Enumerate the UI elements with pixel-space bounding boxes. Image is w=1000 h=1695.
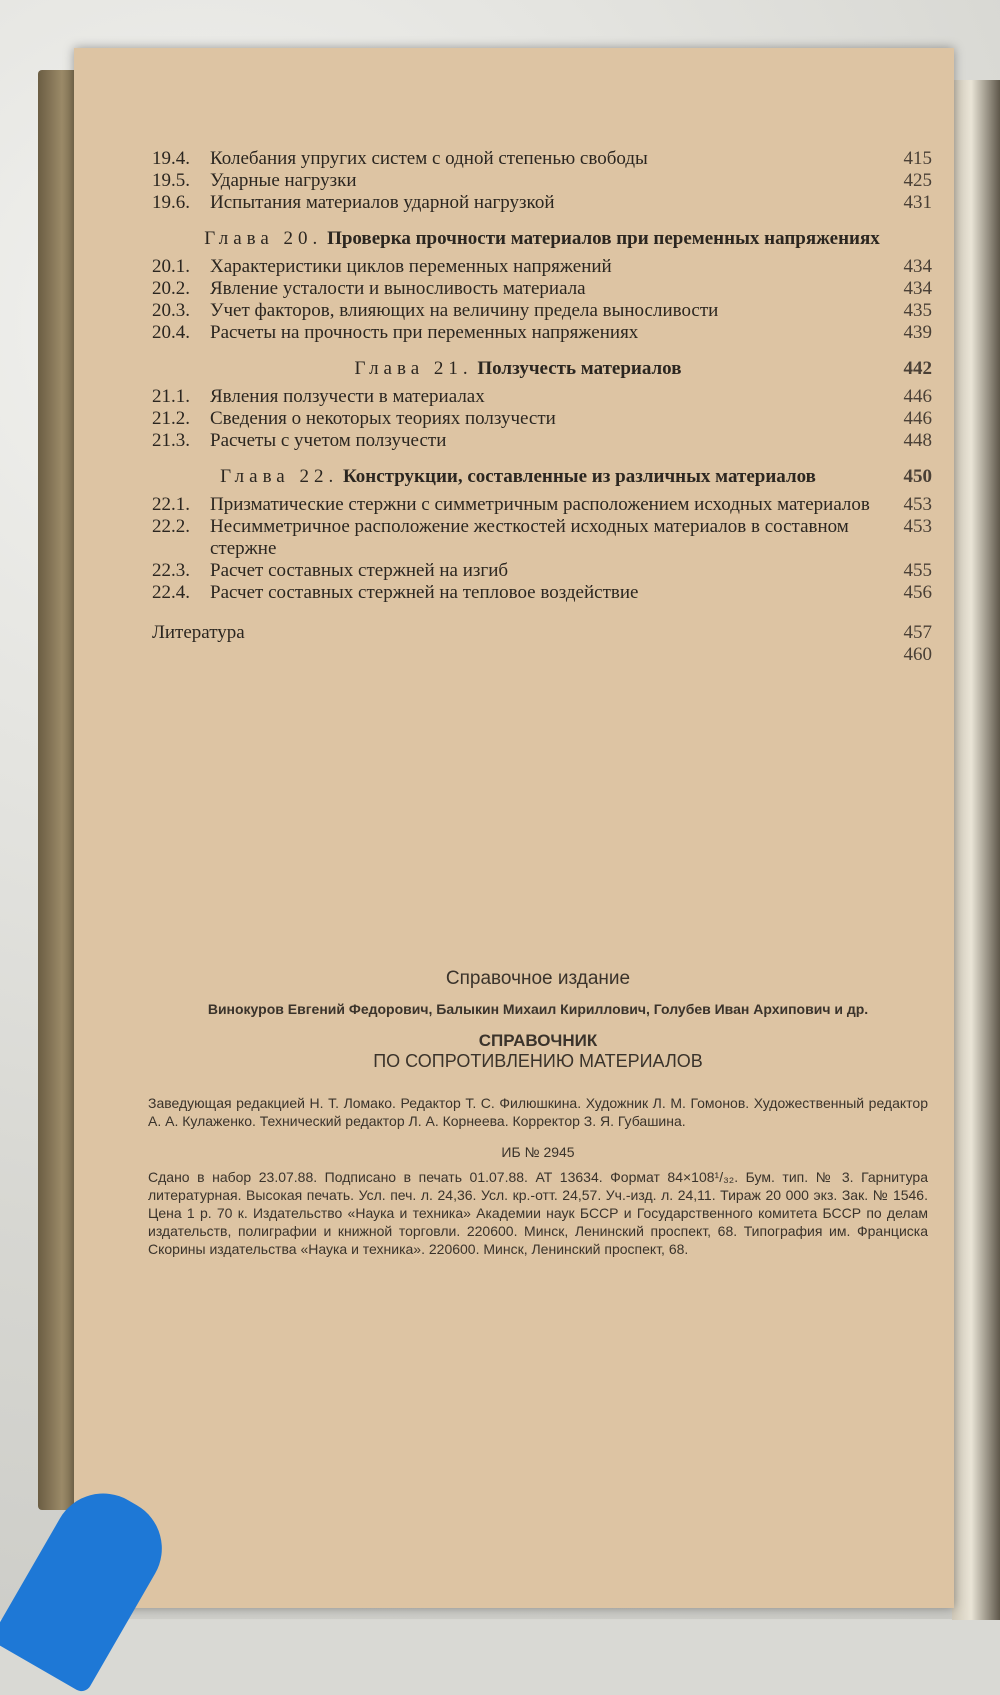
toc-literature: Литература 457: [152, 622, 932, 643]
toc-item: 19.4. Колебания упругих систем с одной степенью свободы 415: [152, 148, 932, 169]
chapter-heading: Глава 21. Ползучесть материалов 442: [354, 358, 932, 379]
book-cover-right-edge: [952, 80, 1000, 1620]
toc-item: 22.1. Призматические стержни с симметричным расположением исходных материалов 453: [152, 494, 932, 515]
book-page: [74, 48, 954, 1608]
toc-item: 19.5. Ударные нагрузки 425: [152, 170, 932, 191]
edition-type: Справочное издание: [445, 968, 631, 989]
ib-number: ИБ № 2945: [501, 1144, 575, 1160]
toc-item: 19.6. Испытания материалов ударной нагрузкой 431: [152, 192, 932, 213]
authors: Винокуров Евгений Федорович, Балыкин Михаил Кириллович, Голубев Иван Архипович и др.: [207, 1001, 869, 1017]
toc-item: 22.2. Несимметричное расположение жесткостей исходных материалов в составном стержне 453: [152, 516, 932, 559]
book-title: СПРАВОЧНИК: [478, 1031, 598, 1050]
toc-item: 20.1. Характеристики циклов переменных напряжений 434: [152, 256, 932, 277]
toc-item: 21.2. Сведения о некоторых теориях ползучести 446: [152, 408, 932, 429]
toc-item: 22.3. Расчет составных стержней на изгиб 455: [152, 560, 932, 581]
book-subtitle: ПО СОПРОТИВЛЕНИЮ МАТЕРИАЛОВ: [373, 1051, 703, 1071]
chapter-heading: Глава 22. Конструкции, составленные из различных материалов 450: [220, 466, 932, 487]
toc-item: 21.3. Расчеты с учетом ползучести 448: [152, 430, 932, 451]
printing-details: Сдано в набор 23.07.88. Подписано в печать 01.07.88. АТ 13634. Формат 84×108¹/₃₂. Бум. тип. № 3. Гарнитура литературная. Высокая печать. Усл. печ. л. 24,36. Усл. кр.-отт. 24,57. Уч.-изд. л. 24,11. Тираж 20 000 экз. Зак. № 1546. Цена 1 р. 70 к. Издательство «Наука и техника» Академии наук БССР и Государственного комитета БССР по делам издательств, полиграфии и книжной торговли. 220600. Минск, Ленинский проспект, 68. Типография им. Франциска Скорины издательства «Наука и техника». 220600. Минск, Ленинский проспект, 68.: [148, 1169, 928, 1257]
toc-item: 20.2. Явление усталости и выносливость материала 434: [152, 278, 932, 299]
toc-last-page-number: 460: [903, 644, 932, 665]
book-cover-left-edge: [38, 70, 78, 1510]
toc-item: 20.3. Учет факторов, влияющих на величину предела выносливости 435: [152, 300, 932, 321]
chapter-heading: Глава 20. Проверка прочности материалов при переменных напряжениях: [204, 228, 880, 249]
toc-item: 20.4. Расчеты на прочность при переменных напряжениях 439: [152, 322, 932, 343]
imprint-block: [148, 968, 928, 1258]
toc-item: 22.4. Расчет составных стержней на тепловое воздействие 456: [152, 582, 932, 603]
toc-item: 21.1. Явления ползучести в материалах 446: [152, 386, 932, 407]
editorial-credits: Заведующая редакцией Н. Т. Ломако. Редактор Т. С. Филюшкина. Художник Л. М. Гомонов. Художественный редактор А. А. Кулаженко. Технический редактор Л. А. Корнеева. Корректор З. Я. Губашина.: [148, 1095, 928, 1129]
table-of-contents: [152, 148, 932, 666]
